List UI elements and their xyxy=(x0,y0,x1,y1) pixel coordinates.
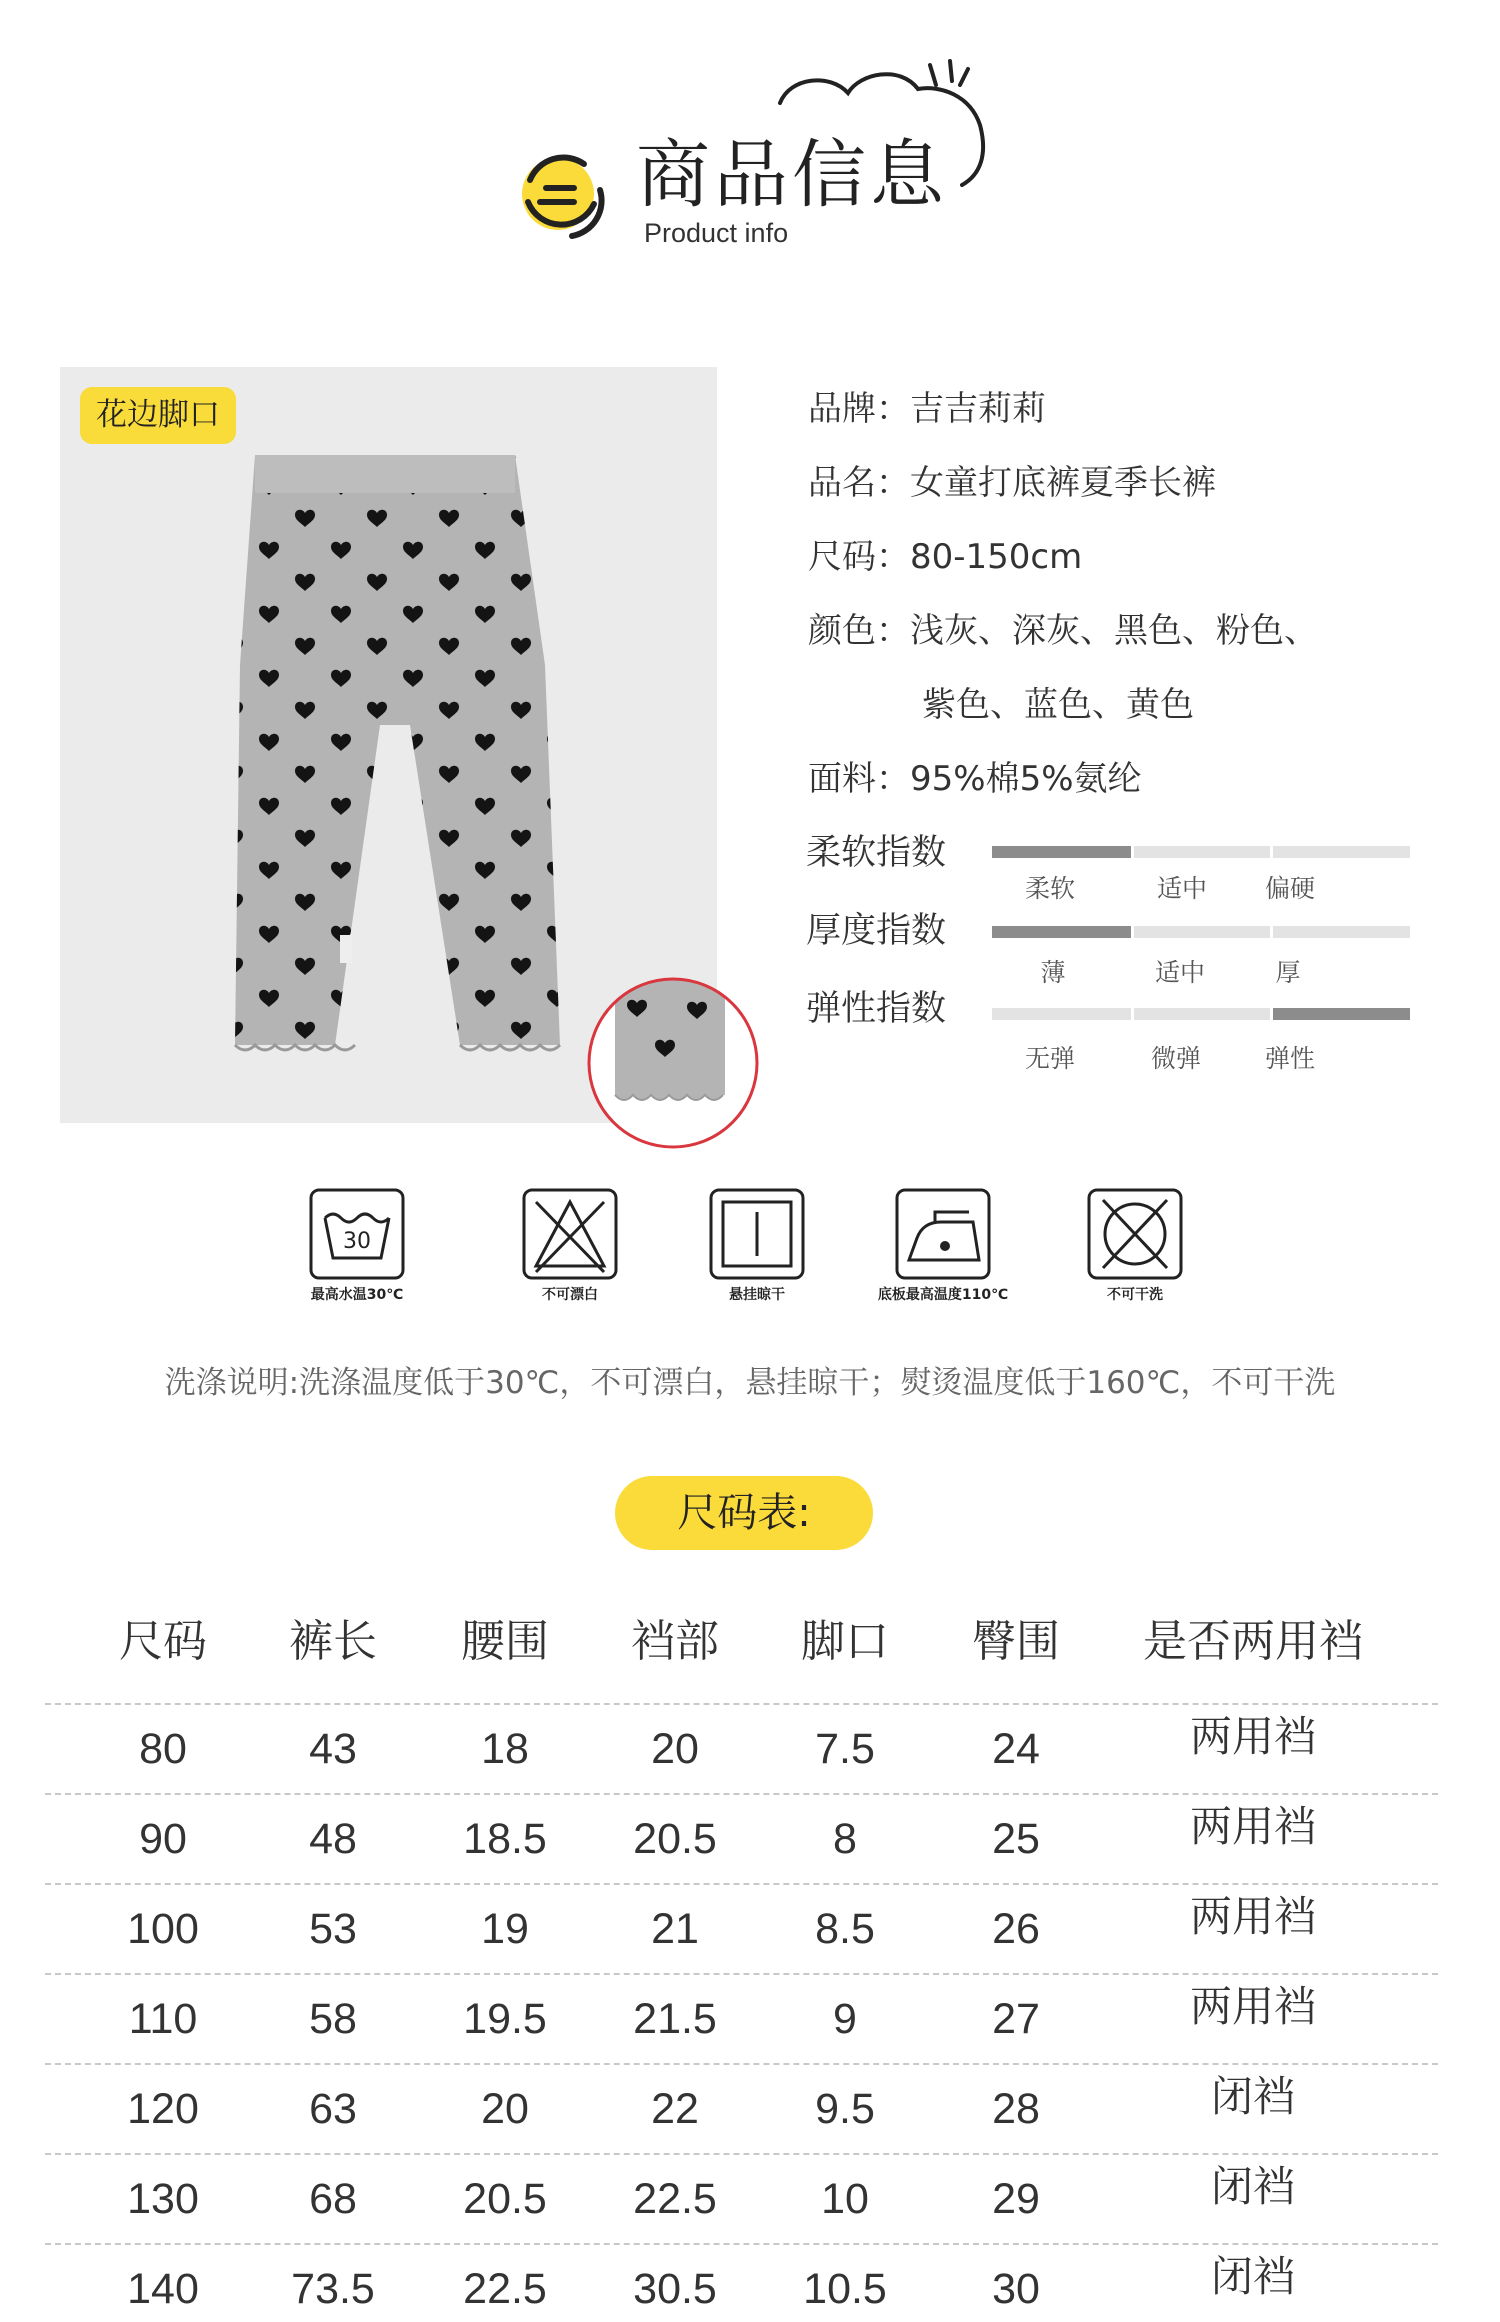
elasticity-tick-slight: 微弹 xyxy=(1150,1044,1202,1073)
cell-leg-opening: 10.5 xyxy=(803,2265,887,2313)
cell-size: 130 xyxy=(127,2175,199,2223)
care-item-iron xyxy=(843,1188,1043,1302)
cell-length: 48 xyxy=(309,1815,357,1863)
cell-waist: 19 xyxy=(481,1905,529,1953)
softness-tick-medium: 适中 xyxy=(1156,874,1208,903)
cell-leg-opening: 8 xyxy=(833,1815,857,1863)
care-item-no-bleach xyxy=(470,1188,670,1302)
row-divider xyxy=(45,2063,1438,2065)
col-header-crotch: 裆部 xyxy=(631,1616,719,1667)
cell-length: 68 xyxy=(309,2175,357,2223)
row-divider xyxy=(45,1883,1438,1885)
cell-leg-opening: 8.5 xyxy=(815,1905,875,1953)
cell-leg-opening: 9 xyxy=(833,1995,857,2043)
cell-size: 80 xyxy=(139,1725,187,1773)
care-caption-iron: 底板最高温度110℃ xyxy=(877,1287,1009,1303)
cell-length: 63 xyxy=(309,2085,357,2133)
cell-hip: 24 xyxy=(992,1725,1040,1773)
care-item-no-dry-clean xyxy=(1035,1188,1235,1302)
row-divider xyxy=(45,1973,1438,1975)
spec-colors-continued: 紫色、蓝色、黄色 xyxy=(922,685,1194,725)
thickness-index-bar xyxy=(992,926,1410,938)
cell-hip: 28 xyxy=(992,2085,1040,2133)
cell-length: 73.5 xyxy=(291,2265,375,2313)
cell-crotch: 22 xyxy=(651,2085,699,2133)
wash-30-icon xyxy=(309,1188,405,1280)
col-header-waist: 腰围 xyxy=(461,1616,549,1667)
care-caption-hang-dry: 悬挂晾干 xyxy=(729,1287,785,1303)
cell-waist: 22.5 xyxy=(463,2265,547,2313)
elasticity-level-fill xyxy=(1271,1008,1410,1020)
cell-crotch-type: 闭裆 xyxy=(1210,2162,1296,2211)
cell-crotch-type: 两用裆 xyxy=(1189,1802,1317,1851)
cell-crotch-type: 两用裆 xyxy=(1189,1712,1317,1761)
col-header-leg-opening: 脚口 xyxy=(801,1616,889,1667)
care-caption-no-bleach: 不可漂白 xyxy=(542,1287,598,1303)
info-badge-icon xyxy=(512,150,612,240)
cell-crotch-type: 两用裆 xyxy=(1189,1982,1317,2031)
elasticity-tick-none: 无弹 xyxy=(1024,1044,1076,1073)
care-item-hang-dry xyxy=(657,1188,857,1302)
elasticity-tick-stretch: 弹性 xyxy=(1264,1044,1316,1073)
cell-waist: 19.5 xyxy=(463,1995,547,2043)
elasticity-index-bar xyxy=(992,1008,1410,1020)
thickness-tick-medium: 适中 xyxy=(1154,958,1206,987)
hang-dry-icon xyxy=(709,1188,805,1280)
cell-size: 100 xyxy=(127,1905,199,1953)
care-item-wash xyxy=(257,1188,457,1302)
cell-crotch-type: 闭裆 xyxy=(1210,2252,1296,2301)
page-subtitle: Product info xyxy=(644,218,789,248)
cell-length: 53 xyxy=(309,1905,357,1953)
cell-waist: 18 xyxy=(481,1725,529,1773)
cell-hip: 25 xyxy=(992,1815,1040,1863)
iron-110-icon xyxy=(895,1188,991,1280)
cell-leg-opening: 9.5 xyxy=(815,2085,875,2133)
cell-crotch: 30.5 xyxy=(633,2265,717,2313)
page-title: 商品信息 xyxy=(636,132,948,218)
softness-tick-soft: 柔软 xyxy=(1024,874,1076,903)
cell-hip: 30 xyxy=(992,2265,1040,2313)
cell-crotch: 20 xyxy=(651,1725,699,1773)
cell-crotch-type: 闭裆 xyxy=(1210,2072,1296,2121)
cell-hip: 27 xyxy=(992,1995,1040,2043)
row-divider xyxy=(45,2243,1438,2245)
cell-waist: 20.5 xyxy=(463,2175,547,2223)
col-header-crotch-type: 是否两用裆 xyxy=(1143,1616,1363,1667)
cell-size: 90 xyxy=(139,1815,187,1863)
spec-brand: 品牌：吉吉莉莉 xyxy=(808,389,1046,429)
section-header xyxy=(0,0,1500,300)
cell-size: 140 xyxy=(127,2265,199,2313)
wash-instructions: 洗涤说明:洗涤温度低于30℃，不可漂白，悬挂晾干；熨烫温度低于160℃，不可干洗 xyxy=(164,1365,1336,1401)
no-bleach-icon xyxy=(522,1188,618,1280)
leggings-illustration xyxy=(215,435,575,1065)
cell-length: 58 xyxy=(309,1995,357,2043)
spec-size-range: 尺码：80-150cm xyxy=(808,537,1083,577)
feature-tag: 花边脚口 xyxy=(80,387,236,444)
cell-leg-opening: 7.5 xyxy=(815,1725,875,1773)
cell-leg-opening: 10 xyxy=(821,2175,869,2223)
softness-level-fill xyxy=(992,846,1131,858)
size-table-title: 尺码表: xyxy=(615,1476,873,1550)
spec-product-name: 品名：女童打底裤夏季长裤 xyxy=(808,463,1216,503)
care-caption-wash: 最高水温30℃ xyxy=(310,1287,404,1303)
no-dry-clean-icon xyxy=(1087,1188,1183,1280)
softness-tick-hard: 偏硬 xyxy=(1264,874,1316,903)
cell-crotch-type: 两用裆 xyxy=(1189,1892,1317,1941)
thickness-index-label: 厚度指数 xyxy=(806,911,947,951)
col-header-size: 尺码 xyxy=(119,1616,207,1667)
thickness-tick-thick: 厚 xyxy=(1275,958,1301,987)
cell-size: 120 xyxy=(127,2085,199,2133)
spec-colors: 颜色：浅灰、深灰、黑色、粉色、 xyxy=(808,611,1318,651)
cell-length: 43 xyxy=(309,1725,357,1773)
cell-hip: 29 xyxy=(992,2175,1040,2223)
row-divider xyxy=(45,1703,1438,1705)
row-divider xyxy=(45,2153,1438,2155)
cell-crotch: 21.5 xyxy=(633,1995,717,2043)
hem-detail-zoom xyxy=(585,975,761,1151)
cell-crotch: 21 xyxy=(651,1905,699,1953)
col-header-length: 裤长 xyxy=(289,1616,377,1667)
thickness-level-fill xyxy=(992,926,1131,938)
elasticity-index-label: 弹性指数 xyxy=(806,989,947,1029)
care-caption-no-dry-clean: 不可干洗 xyxy=(1107,1287,1163,1303)
cell-crotch: 20.5 xyxy=(633,1815,717,1863)
softness-index-label: 柔软指数 xyxy=(806,833,947,873)
col-header-hip: 臀围 xyxy=(972,1616,1060,1667)
wash-temp-label: 30 xyxy=(343,1229,371,1254)
softness-index-bar xyxy=(992,846,1410,858)
spec-fabric: 面料：95%棉5%氨纶 xyxy=(808,759,1142,799)
row-divider xyxy=(45,1793,1438,1795)
cell-waist: 20 xyxy=(481,2085,529,2133)
cell-hip: 26 xyxy=(992,1905,1040,1953)
thickness-tick-thin: 薄 xyxy=(1040,958,1066,987)
cell-waist: 18.5 xyxy=(463,1815,547,1863)
cell-size: 110 xyxy=(128,1995,198,2043)
cell-crotch: 22.5 xyxy=(633,2175,717,2223)
